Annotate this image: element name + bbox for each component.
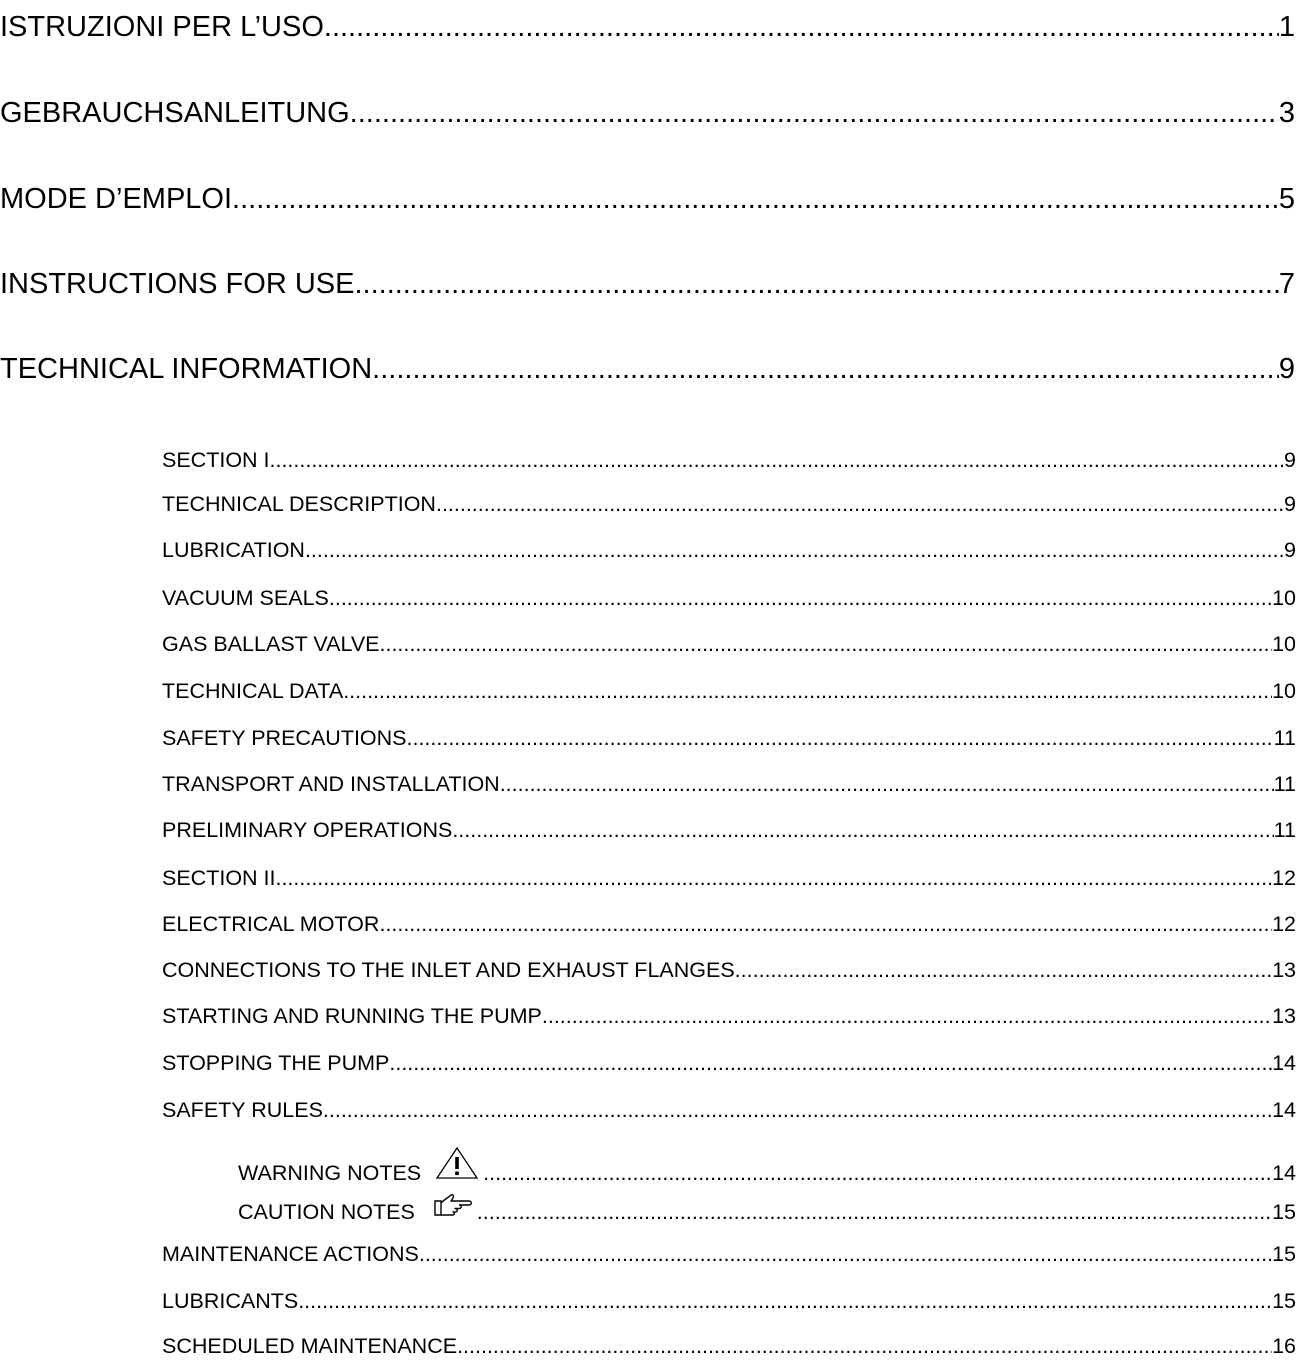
dot-leader bbox=[275, 864, 1272, 892]
toc-entry-page: 10 bbox=[1272, 632, 1296, 656]
dot-leader bbox=[343, 677, 1272, 705]
toc-entry-page: 9 bbox=[1284, 492, 1296, 516]
toc-entry-title: VACUUM SEALS bbox=[162, 586, 329, 610]
toc-entry-title: MODE D’EMPLOI bbox=[0, 183, 233, 215]
toc-entry-title: TRANSPORT AND INSTALLATION bbox=[162, 772, 500, 796]
toc-entry-page: 11 bbox=[1273, 726, 1296, 750]
dot-leader bbox=[477, 1198, 1272, 1226]
toc-entry-page: 16 bbox=[1272, 1334, 1296, 1358]
toc-entry-title: CAUTION NOTES bbox=[238, 1200, 415, 1224]
toc-entry-title: ELECTRICAL MOTOR bbox=[162, 912, 380, 936]
toc-subentry-preliminary-operations[interactable] bbox=[162, 816, 1296, 844]
toc-subentry-maintenance-actions[interactable] bbox=[162, 1240, 1296, 1268]
toc-subentry-technical-data[interactable] bbox=[162, 677, 1296, 705]
toc-entry-page: 14 bbox=[1272, 1051, 1296, 1075]
toc-entry-page: 10 bbox=[1272, 586, 1296, 610]
toc-entry-page: 11 bbox=[1273, 772, 1296, 796]
toc-entry-page: 9 bbox=[1284, 538, 1296, 562]
toc-entry-page: 13 bbox=[1272, 958, 1296, 982]
toc-entry-gebrauchsanleitung[interactable] bbox=[0, 95, 1295, 131]
toc-entry-page: 11 bbox=[1273, 818, 1296, 842]
dot-leader bbox=[735, 956, 1272, 984]
toc-entry-title: SAFETY PRECAUTIONS bbox=[162, 726, 407, 750]
toc-entry-title: ISTRUZIONI PER L’USO bbox=[0, 11, 324, 43]
dot-leader bbox=[270, 446, 1285, 474]
toc-entry-title: CONNECTIONS TO THE INLET AND EXHAUST FLANGES bbox=[162, 958, 735, 982]
toc-entry-title: STOPPING THE PUMP bbox=[162, 1051, 390, 1075]
dot-leader bbox=[457, 1332, 1272, 1360]
toc-subentry-section-i[interactable] bbox=[162, 446, 1296, 474]
toc-subentry-scheduled-maintenance[interactable] bbox=[162, 1332, 1296, 1360]
toc-entry-page: 7 bbox=[1278, 268, 1295, 300]
toc-subentry-stopping-the-pump[interactable] bbox=[162, 1049, 1296, 1077]
toc-entry-title: SECTION II bbox=[162, 866, 276, 890]
toc-subentry-section-ii[interactable] bbox=[162, 864, 1296, 892]
toc-entry-title: TECHNICAL DESCRIPTION bbox=[162, 492, 436, 516]
dot-leader bbox=[380, 630, 1273, 658]
toc-entry-page: 12 bbox=[1272, 866, 1296, 890]
toc-subentry-connections[interactable] bbox=[162, 956, 1296, 984]
toc-subentry-safety-precautions[interactable] bbox=[162, 724, 1296, 752]
toc-entry-title: MAINTENANCE ACTIONS bbox=[162, 1242, 419, 1266]
toc-entry-page: 5 bbox=[1278, 183, 1295, 215]
toc-entry-istruzioni[interactable] bbox=[0, 9, 1295, 45]
toc-entry-title: GEBRAUCHSANLEITUNG bbox=[0, 97, 350, 129]
toc-subentry-gas-ballast-valve[interactable] bbox=[162, 630, 1296, 658]
toc-entry-technical-information[interactable] bbox=[0, 351, 1295, 387]
toc-entry-title: WARNING NOTES bbox=[238, 1161, 422, 1185]
dot-leader bbox=[372, 351, 1279, 387]
dot-leader bbox=[350, 95, 1279, 131]
dot-leader bbox=[500, 770, 1274, 798]
toc-subentry-safety-rules[interactable] bbox=[162, 1096, 1296, 1124]
toc-entry-title: SECTION I bbox=[162, 448, 270, 472]
dot-leader bbox=[379, 910, 1272, 938]
toc-entry-page: 9 bbox=[1278, 353, 1295, 385]
dot-leader bbox=[452, 816, 1273, 844]
toc-subentry-starting-and-running[interactable] bbox=[162, 1002, 1296, 1030]
toc-entry-page: 15 bbox=[1272, 1289, 1296, 1313]
toc-subentry-electrical-motor[interactable] bbox=[162, 910, 1296, 938]
toc-entry-page: 3 bbox=[1278, 97, 1295, 129]
dot-leader bbox=[324, 9, 1279, 45]
toc-subentry-lubricants[interactable] bbox=[162, 1287, 1296, 1315]
toc-entry-title: SAFETY RULES bbox=[162, 1098, 323, 1122]
toc-entry-title: TECHNICAL INFORMATION bbox=[0, 353, 373, 385]
toc-entry-title: STARTING AND RUNNING THE PUMP bbox=[162, 1004, 542, 1028]
toc-entry-title: INSTRUCTIONS FOR USE bbox=[0, 268, 355, 300]
pointing-hand-icon bbox=[433, 1193, 473, 1226]
dot-leader bbox=[323, 1096, 1272, 1124]
dot-leader bbox=[389, 1049, 1272, 1077]
dot-leader bbox=[305, 536, 1284, 564]
toc-entry-title: LUBRICANTS bbox=[162, 1289, 299, 1313]
toc-entry-title: PRELIMINARY OPERATIONS bbox=[162, 818, 453, 842]
dot-leader bbox=[298, 1287, 1272, 1315]
dot-leader bbox=[436, 490, 1284, 518]
dot-leader bbox=[407, 724, 1274, 752]
toc-entry-title: GAS BALLAST VALVE bbox=[162, 632, 380, 656]
toc-entry-page: 10 bbox=[1272, 679, 1296, 703]
toc-entry-page: 14 bbox=[1272, 1161, 1296, 1185]
toc-subentry-technical-description[interactable] bbox=[162, 490, 1296, 518]
toc-entry-title: LUBRICATION bbox=[162, 538, 305, 562]
toc-subentry-transport-and-installation[interactable] bbox=[162, 770, 1296, 798]
toc-subentry-caution-notes[interactable] bbox=[238, 1193, 1296, 1224]
toc-entry-page: 14 bbox=[1272, 1098, 1296, 1122]
toc-subentry-warning-notes[interactable] bbox=[238, 1146, 1296, 1185]
toc-entry-page: 1 bbox=[1278, 11, 1295, 43]
toc-entry-page: 15 bbox=[1272, 1200, 1296, 1224]
toc-entry-page: 13 bbox=[1272, 1004, 1296, 1028]
warning-triangle-icon bbox=[435, 1146, 479, 1187]
toc-subentry-vacuum-seals[interactable] bbox=[162, 584, 1296, 612]
toc-entry-title: TECHNICAL DATA bbox=[162, 679, 344, 703]
toc-entry-instructions-for-use[interactable] bbox=[0, 266, 1295, 302]
toc-subentry-lubrication[interactable] bbox=[162, 536, 1296, 564]
toc-entry-page: 12 bbox=[1272, 912, 1296, 936]
toc-entry-title: SCHEDULED MAINTENANCE bbox=[162, 1334, 458, 1358]
dot-leader bbox=[232, 181, 1279, 217]
dot-leader bbox=[419, 1240, 1272, 1268]
dot-leader bbox=[483, 1159, 1272, 1187]
dot-leader bbox=[542, 1002, 1272, 1030]
dot-leader bbox=[329, 584, 1272, 612]
toc-entry-page: 9 bbox=[1284, 448, 1296, 472]
toc-entry-page: 15 bbox=[1272, 1242, 1296, 1266]
toc-entry-mode-d-emploi[interactable] bbox=[0, 181, 1295, 217]
dot-leader bbox=[354, 266, 1278, 302]
